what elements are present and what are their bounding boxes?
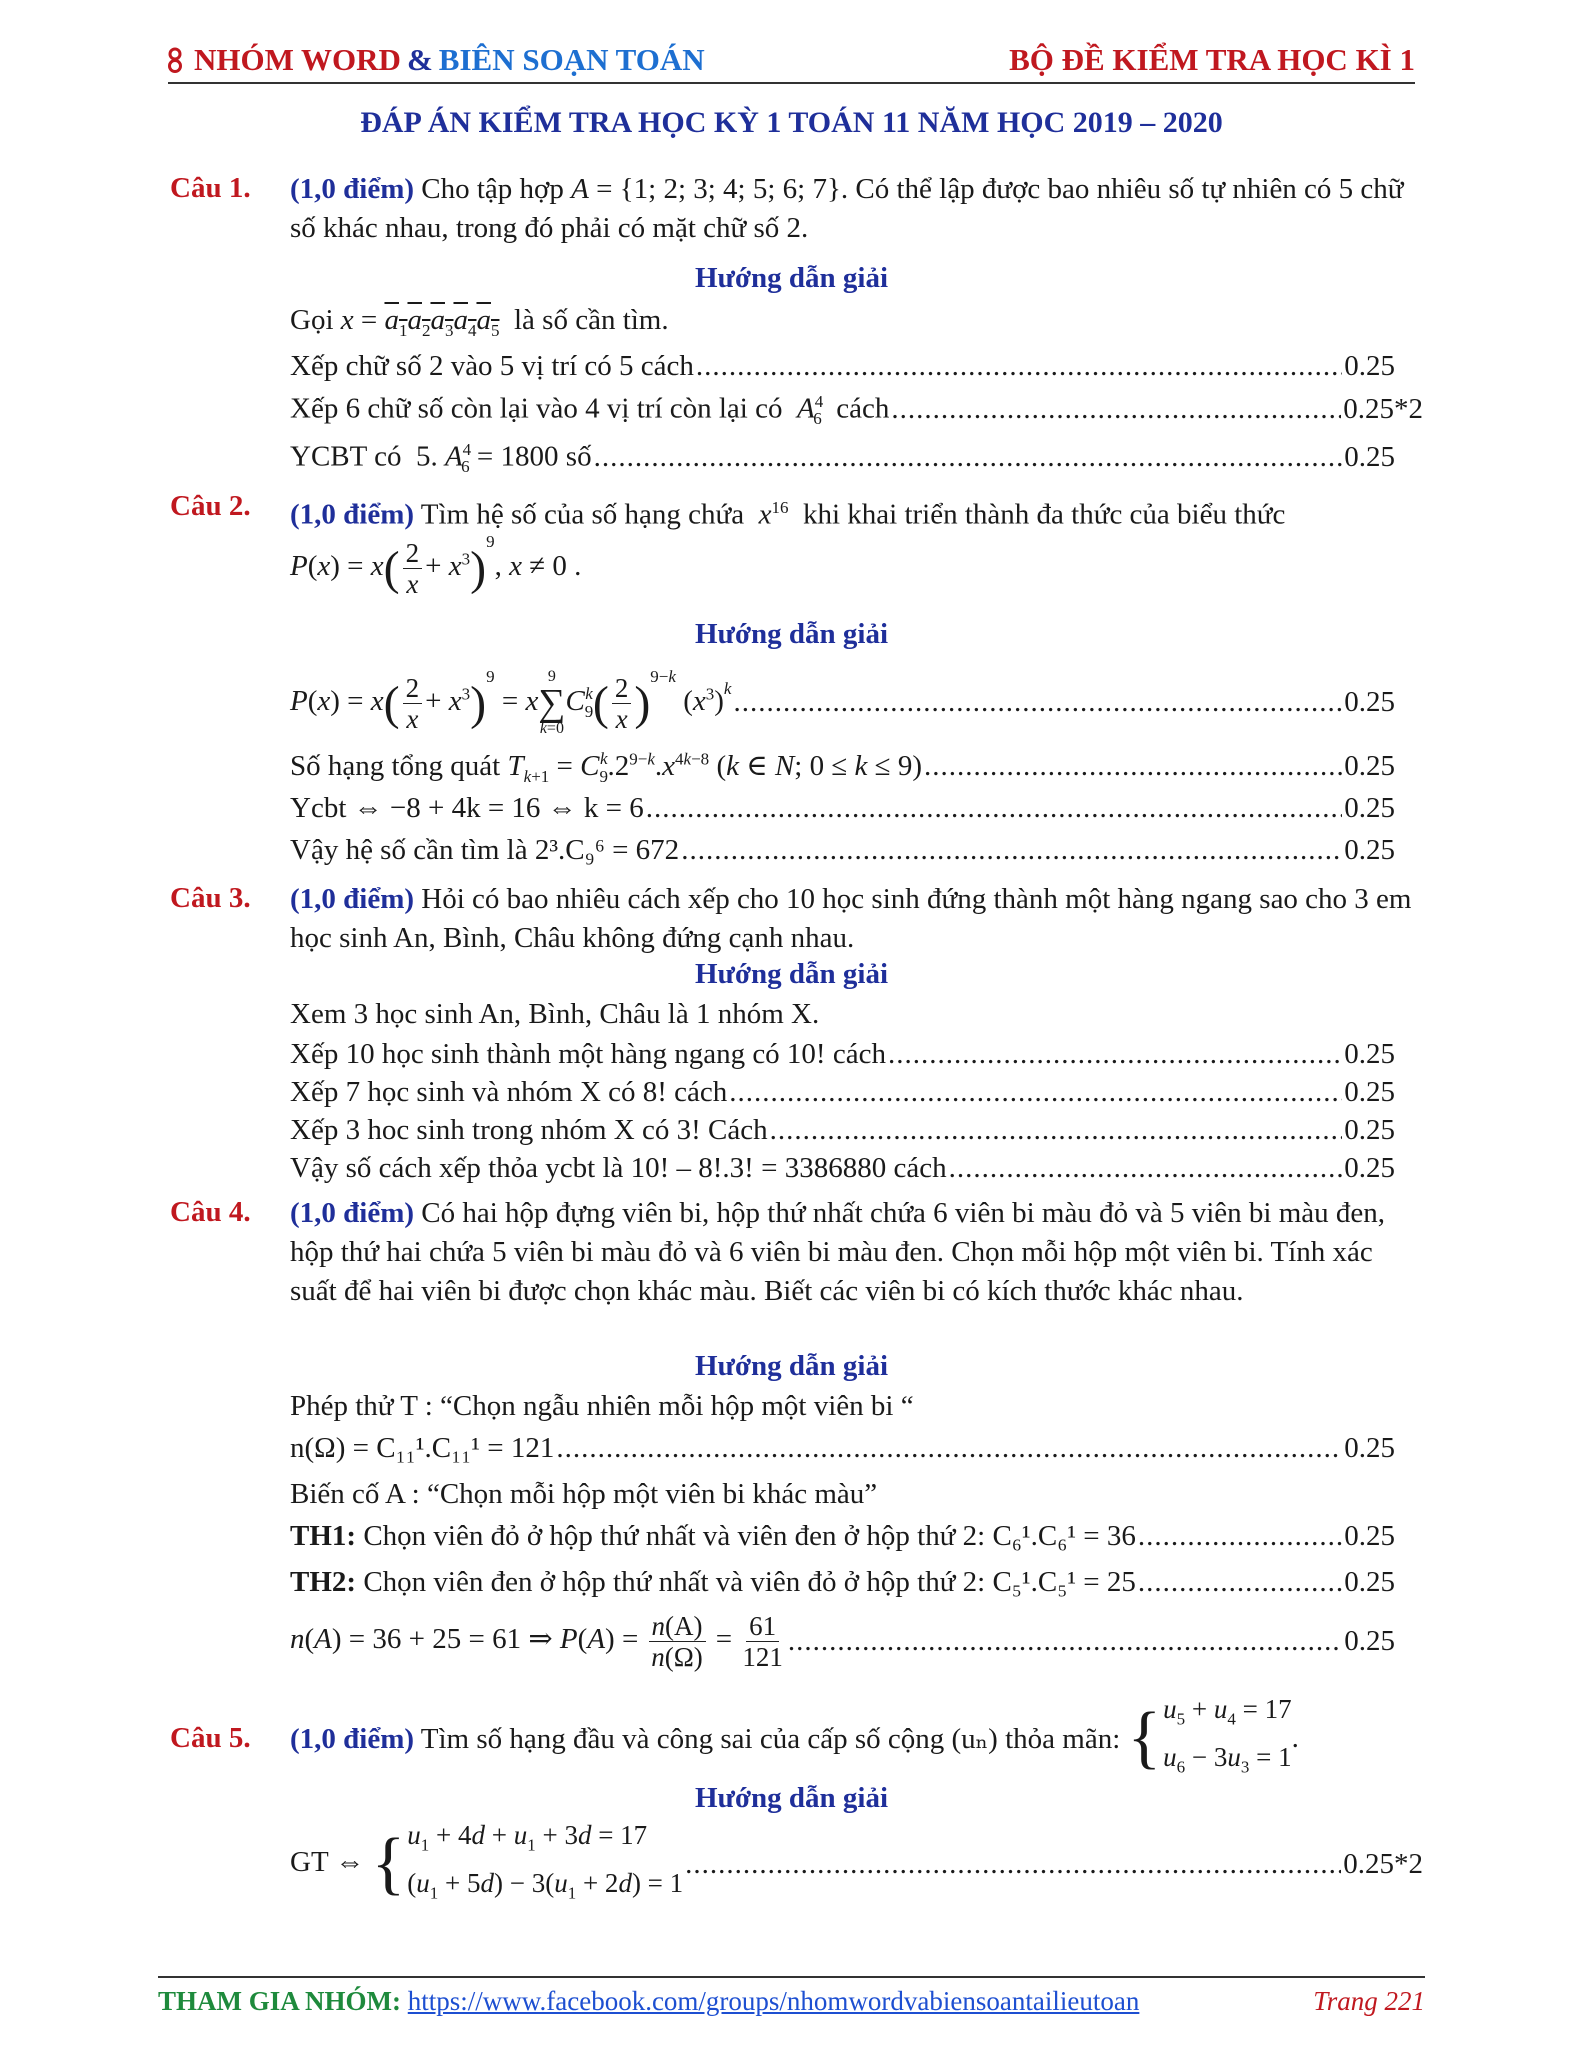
q3-step4-text: Xếp 3 hoc sinh trong nhóm X có 3! Cách: [290, 1114, 768, 1146]
q3-step2: [290, 1038, 1395, 1071]
q4-step2-text: n(Ω) = C₁₁¹.C₁₁¹ = 121: [290, 1432, 555, 1464]
q1-step2-score: 0.25: [1344, 350, 1395, 382]
q1-step4-score: 0.25: [1344, 440, 1395, 473]
q1-step2-text: Xếp chữ số 2 vào 5 vị trí có 5 cách: [290, 350, 694, 382]
q4-th1-body: Chọn viên đỏ ở hộp thứ nhất và viên đen ở hộp thứ 2: C₆¹.C₆¹ = 36: [363, 1520, 1136, 1552]
q1-label: Câu 1.: [170, 172, 251, 204]
q3-text: Hỏi có bao nhiêu cách xếp cho 10 học sinh đứng thành một hàng ngang sao cho 3 em học sinh An, Bình, Châu không đứng cạnh nhau.: [290, 883, 1412, 954]
q4-th2-body: Chọn viên đen ở hộp thứ nhất và viên đỏ ở hộp thứ 2: C₅¹.C₅¹ = 25: [363, 1566, 1136, 1598]
footer-label: THAM GIA NHÓM:: [158, 1986, 401, 2016]
q2-step2-score: 0.25: [1344, 750, 1395, 782]
q3-question: [290, 880, 1423, 958]
q5-step1-score: 0.25*2: [1343, 1847, 1423, 1880]
q5-guide-heading: Hướng dẫn giải: [694, 1782, 889, 1814]
q2-step1: [290, 662, 1395, 742]
q5-question: (1,0 điểm) Tìm số hạng đầu và công sai của cấp số cộng (uₙ) thỏa mãn: { $u_5 + u_4 = 17$ $u_6 - 3u_3 = 1$ .: [290, 1690, 1433, 1787]
q2-expression: P(x) = x( $\frac{2}{x}$ + $x^3)^9$, x ≠ 0 .: [290, 532, 582, 599]
q2-step1-score: 0.25: [1344, 685, 1395, 718]
q1-step1: Gọi $x = a_1a_2a_3a_4a_5$ là số cần tìm.: [290, 304, 669, 340]
q4-step6-score: 0.25: [1344, 1624, 1395, 1657]
q5-step1: [290, 1819, 1423, 1906]
q1-step3: [290, 392, 1423, 429]
q1-step4: [290, 440, 1395, 477]
q4-step2: [290, 1432, 1395, 1465]
q3-step5-text: Vậy số cách xếp thỏa ycbt là 10! – 8!.3! = 3386880 cách: [290, 1152, 947, 1184]
q2-step3-text: Ycbt ⇔ −8 + 4k = 16 ⇔ k = 6: [290, 792, 644, 824]
q3-step2-score: 0.25: [1344, 1038, 1395, 1070]
q3-points: (1,0 điểm): [290, 883, 415, 915]
q2-step3-score: 0.25: [1344, 792, 1395, 824]
q2-step2: [290, 748, 1395, 787]
page-title: ĐÁP ÁN KIỂM TRA HỌC KỲ 1 TOÁN 11 NĂM HỌC 2019 – 2020: [360, 106, 1223, 139]
q5-step1-formula: GT ⇔ { $u_1 + 4d + u_1 + 3d = 17$ $(u_1 + 5d) - 3(u_1 + 2d) = 1$: [290, 1819, 684, 1903]
q2-guide-heading: Hướng dẫn giải: [694, 618, 889, 650]
doc-title: BỘ ĐỀ KIỂM TRA HỌC KÌ 1: [1009, 42, 1415, 77]
q4-th1: [290, 1520, 1395, 1553]
q3-step3: [290, 1076, 1395, 1109]
brand-right: BIÊN SOẠN TOÁN: [438, 42, 705, 77]
q4-th2: [290, 1566, 1395, 1599]
q1-step4-text: YCBT có 5. $A^4_6 = 1800$ số: [290, 440, 592, 477]
q1-points: (1,0 điểm): [290, 173, 415, 205]
q2-step4-score: 0.25: [1344, 834, 1395, 866]
q2-step3: [290, 792, 1395, 825]
q4-th2-text: [290, 1566, 1136, 1599]
q4-step6: [290, 1606, 1395, 1676]
q4-text: Có hai hộp đựng viên bi, hộp thứ nhất chứa 6 viên bi màu đỏ và 5 viên bi màu đen, hộp thứ hai chứa 5 viên bi màu đỏ và 6 viên bi màu đen. Chọn mỗi hộp một viên bi. Tính xác suất để hai viên bi được chọn khác màu. Biết các viên bi có kích thước khác nhau.: [290, 1197, 1385, 1307]
q3-step4: [290, 1114, 1395, 1147]
q5-text: Tìm số hạng đầu và công sai của cấp số cộng (uₙ) thỏa mãn:: [420, 1722, 1121, 1755]
page-number: Trang 221: [1313, 1986, 1425, 2016]
q4-label: Câu 4.: [170, 1196, 251, 1228]
q2-points: (1,0 điểm): [290, 498, 415, 531]
q3-step5: [290, 1152, 1395, 1185]
brand-logo-icon: [168, 47, 182, 73]
q4-step3: Biến cố A : “Chọn mỗi hộp một viên bi khác màu”: [290, 1478, 878, 1510]
q3-step3-score: 0.25: [1344, 1076, 1395, 1108]
q1-guide-heading: Hướng dẫn giải: [694, 262, 889, 294]
q1-question: (1,0 điểm) Cho tập hợp A = {1; 2; 3; 4; 5; 6; 7}. Có thể lập được bao nhiêu số tự nhiên có 5 chữ số khác nhau, trong đó phải có mặt chữ số 2.: [290, 173, 1404, 244]
brand-amp: &: [406, 42, 433, 77]
q4-th1-score: 0.25: [1344, 1520, 1395, 1552]
q3-guide-heading: Hướng dẫn giải: [694, 958, 889, 990]
page-header: [168, 38, 1415, 84]
q4-guide-heading: Hướng dẫn giải: [694, 1350, 889, 1382]
q4-points: (1,0 điểm): [290, 1197, 415, 1229]
header-brand: [168, 42, 705, 78]
q2-label: Câu 2.: [170, 490, 251, 522]
q2-step2-text: Số hạng tổng quát $T_{k+1} = C_9^k.2^{9-k}.x^{4k-8}$ (k ∈ N; 0 ≤ k ≤ 9): [290, 749, 922, 786]
q4-step2-score: 0.25: [1344, 1432, 1395, 1464]
q5-gt-label: GT ⇔: [290, 1845, 365, 1878]
q5-points: (1,0 điểm): [290, 1722, 415, 1755]
q3-step1: Xem 3 học sinh An, Bình, Châu là 1 nhóm X.: [290, 998, 820, 1030]
q4-th2-label: TH2:: [290, 1566, 357, 1598]
q2-question: (1,0 điểm) Tìm hệ số của số hạng chứa $x^{16}$ khi khai triển thành đa thức của biểu thức: [290, 498, 1286, 531]
q2-step4-text: Vậy hệ số cần tìm là 2³.C₉⁶ = 672: [290, 834, 680, 866]
footer-group-link[interactable]: https://www.facebook.com/groups/nhomwordvabiensoantailieutoan: [407, 1986, 1140, 2016]
q3-step5-score: 0.25: [1344, 1152, 1395, 1184]
q2-step2-label: Số hạng tổng quát: [290, 750, 501, 782]
q1-step3-text: Xếp 6 chữ số còn lại vào 4 vị trí còn lại có $A^4_6$ cách: [290, 392, 890, 429]
q1-step3-score: 0.25*2: [1343, 392, 1423, 425]
q4-step6-formula: n(A) = 36 + 25 = 61 ⇒ P(A) = $\frac{n(A)}{n(\Omega)}$ = $\frac{61}{121}$: [290, 1610, 783, 1672]
brand-left: NHÓM WORD: [194, 42, 401, 77]
q1-step2: [290, 350, 1395, 383]
q4-th2-score: 0.25: [1344, 1566, 1395, 1598]
q3-step4-score: 0.25: [1344, 1114, 1395, 1146]
q3-step3-text: Xếp 7 học sinh và nhóm X có 8! cách: [290, 1076, 728, 1108]
q3-step2-text: Xếp 10 học sinh thành một hàng ngang có 10! cách: [290, 1038, 886, 1070]
q2-step4: [290, 834, 1395, 867]
q5-system: { $u_5 + u_4 = 17$ $u_6 - 3u_3 = 1$: [1127, 1694, 1292, 1777]
q4-th1-text: [290, 1520, 1136, 1553]
q4-question: [290, 1194, 1423, 1311]
q4-step1: Phép thử T : “Chọn ngẫu nhiên mỗi hộp một viên bi “: [290, 1390, 914, 1422]
page-footer: [158, 1976, 1425, 2017]
q3-label: Câu 3.: [170, 882, 251, 914]
q4-th1-label: TH1:: [290, 1520, 357, 1552]
q2-step1-formula: P(x) = x( $\frac{2}{x}$ + $x^3)^9 = x$ 9 ∑ k=0 $C_9^k$( $\frac{2}{x}$ )$^{9-k}$ $(x^3)^k$: [290, 666, 732, 738]
q5-label: Câu 5.: [170, 1722, 251, 1754]
